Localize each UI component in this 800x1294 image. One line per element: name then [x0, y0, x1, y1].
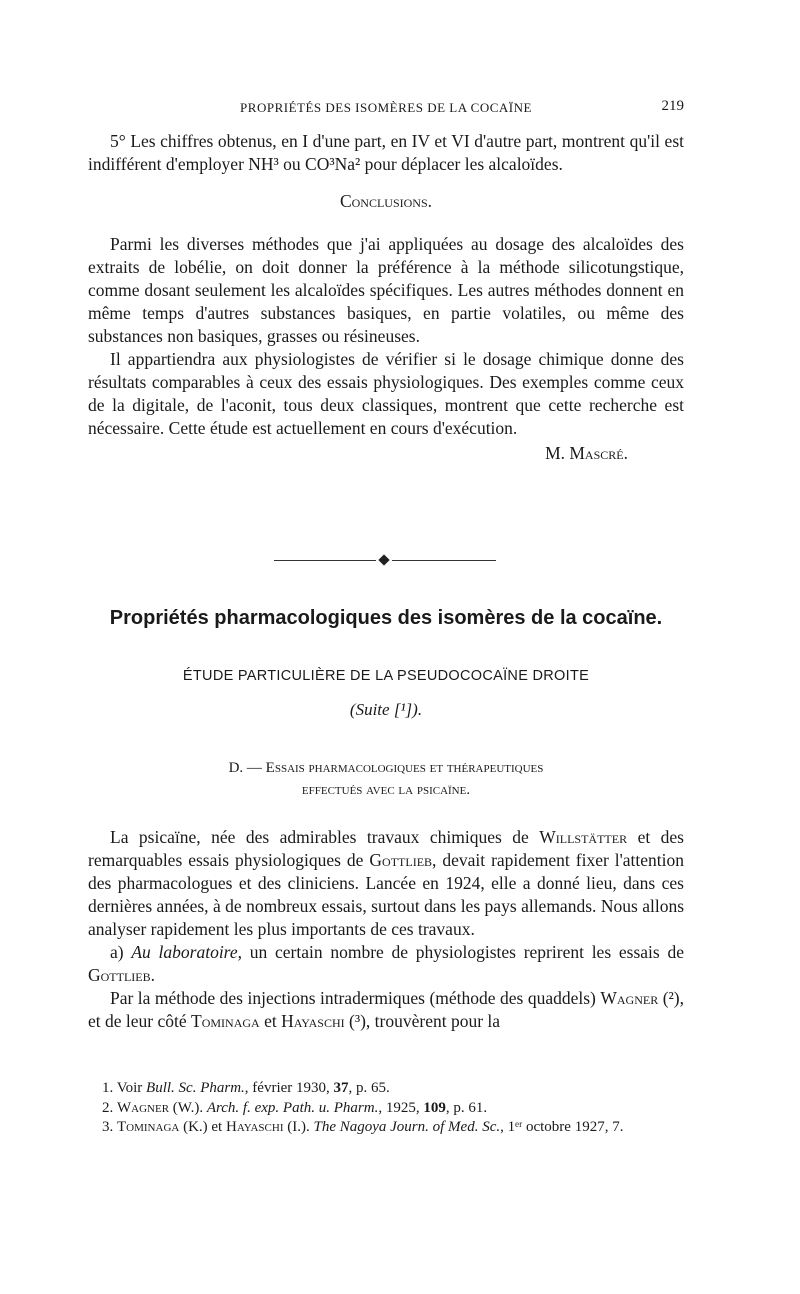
section-divider — [274, 555, 496, 567]
text-run: et des remarquables essais physiologiques de — [88, 827, 684, 870]
author-hayaschi: Hayaschi — [225, 1119, 284, 1135]
author-gottlieb: Gottlieb — [88, 965, 151, 985]
text-run: 2. — [102, 1099, 117, 1116]
article-title: Propriétés pharmacologiques des isomères de la cocaïne. — [109, 607, 663, 629]
text-run: 1. Voir — [102, 1080, 147, 1096]
section-heading — [88, 757, 684, 801]
text-run: (K.) et — [179, 1119, 226, 1135]
footnote-1 — [88, 1079, 684, 1099]
author-wagner: Wagner — [600, 988, 659, 1008]
paragraph-laboratoire — [88, 941, 684, 987]
section-heading-line-1: D. — Essais pharmacologiques et thérapeutiques — [228, 760, 544, 776]
section-heading-line-2: effectués avec la psicaïne. — [301, 782, 471, 798]
paragraph-point-5: 5° Les chiffres obtenus, en I d'une part, en IV et VI d'autre part, montrent qu'il est indifférent d'employer NH³ ou CO³Na² pour déplacer les alcaloïdes. — [88, 131, 684, 174]
text-run: Par la méthode des injections intradermiques (méthode des quaddels) — [110, 988, 601, 1008]
divider-line-left — [274, 560, 376, 561]
italic-laboratoire: Au laboratoire — [131, 942, 238, 962]
text-run: , février 1930, — [244, 1080, 334, 1096]
article-body — [88, 826, 684, 1033]
author-hayaschi: Hayaschi — [281, 1011, 345, 1031]
text-run: , 1925, — [378, 1099, 424, 1116]
divider-diamond-icon — [378, 554, 389, 565]
text-run: , devait rapidement fixer l'attention des pharmacologues et des cliniciens. Lancée en 1924, elle a donné lieu, dans ces dernières années, à de nombreux essais, surtout dans les pays allemands. Nous allons analyser rapidement les plus importants de ces travaux. — [88, 850, 684, 939]
top-section — [88, 130, 684, 465]
text-run: , p. 61. — [445, 1099, 488, 1116]
suite-note: (Suite [¹]). — [349, 700, 423, 719]
journal-title: Bull. Sc. Pharm. — [146, 1080, 245, 1096]
volume-number: 109 — [423, 1099, 446, 1116]
page-number: 219 — [661, 98, 684, 114]
paragraph-quaddels — [88, 987, 684, 1033]
text-run: . — [150, 965, 155, 985]
footnote-3 — [88, 1118, 684, 1138]
conclusions-heading: Conclusions. — [339, 191, 433, 211]
text-run: et — [259, 1011, 282, 1031]
volume-number: 37 — [333, 1080, 349, 1096]
text-run: , 1ᵉʳ octobre 1927, 7. — [500, 1119, 624, 1135]
text-run: (I.). — [283, 1119, 314, 1135]
author-tominaga: Tominaga — [117, 1119, 180, 1135]
text-run: (²), et de leur côté — [88, 988, 684, 1031]
author-wagner: Wagner — [117, 1099, 170, 1116]
text-run: a) — [110, 942, 132, 962]
paragraph-conclusions-2: Il appartiendra aux physiologistes de vérifier si le dosage chimique donne des résultats comparables à ceux des essais physiologiques. Des exemples comme ceux de la digitale, de l'aconit, tous deux classiques, montrent que cette recherche est nécessaire. Cette étude est actuellement en cours d'exécution. — [88, 349, 684, 438]
text-run: , un certain nombre de physiologistes reprirent les essais de — [237, 942, 684, 962]
page-header — [88, 96, 684, 120]
text-run: , p. 65. — [348, 1080, 390, 1096]
text-run: (W.). — [169, 1099, 207, 1116]
author-tominaga: Tominaga — [191, 1011, 260, 1031]
author-signature: M. Mascré. — [545, 443, 628, 463]
divider-line-right — [392, 560, 496, 561]
paragraph-psicaine-intro — [88, 826, 684, 941]
journal-title: The Nagoya Journ. of Med. Sc. — [313, 1119, 501, 1135]
footnotes — [88, 1079, 684, 1138]
text-run: (³), trouvèrent pour la — [344, 1011, 501, 1031]
footnote-2 — [88, 1099, 684, 1119]
running-title: PROPRIÉTÉS DES ISOMÈRES DE LA COCAÏNE — [240, 100, 532, 115]
article-subtitle: ÉTUDE PARTICULIÈRE DE LA PSEUDOCOCAÏNE DROITE — [182, 668, 590, 684]
author-willstatter: Willstätter — [539, 827, 628, 847]
text-run: La psicaïne, née des admirables travaux chimiques de — [110, 827, 540, 847]
journal-title: Arch. f. exp. Path. u. Pharm. — [206, 1099, 379, 1116]
text-run: 3. — [102, 1119, 117, 1135]
author-gottlieb: Gottlieb — [369, 850, 433, 870]
paragraph-conclusions-1: Parmi les diverses méthodes que j'ai appliquées au dosage des alcaloïdes des extraits de lobélie, on doit donner la préférence à la méthode silicotungstique, comme dosant seulement les alcaloïdes spécifiques. Les autres méthodes donnent en même temps d'autres substances basiques, en partie volatiles, ou même des substances non basiques, grasses ou résineuses. — [88, 234, 684, 346]
